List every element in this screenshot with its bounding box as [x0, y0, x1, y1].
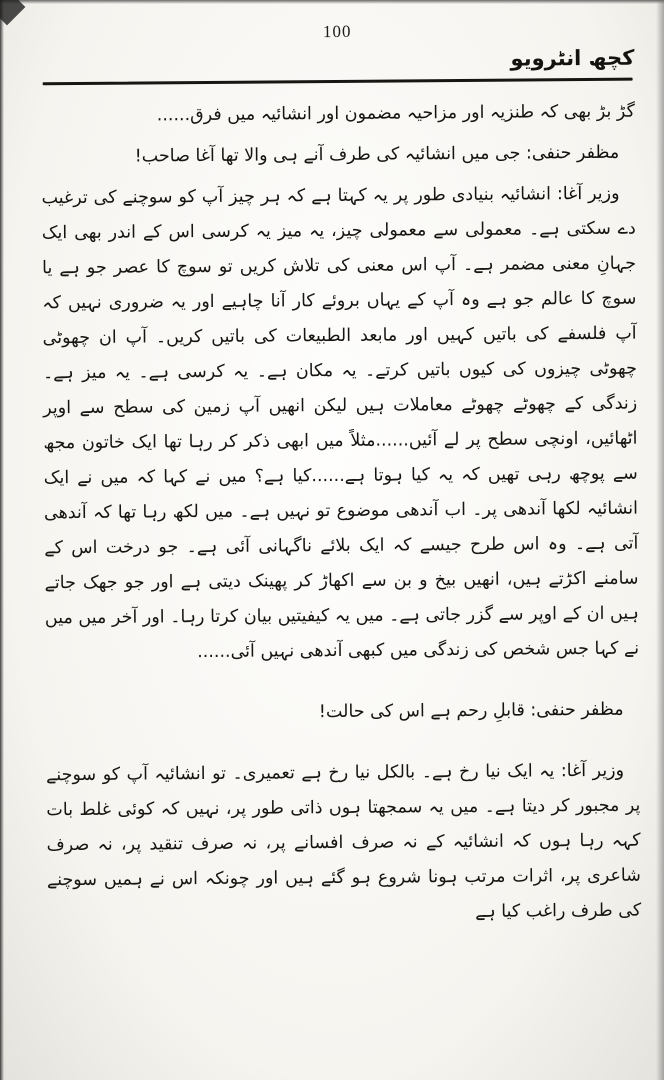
speaker-name: وزیر آغا: [560, 760, 625, 782]
continuation-line: گڑ بڑ بھی کہ طنزیہ اور مزاحیہ مضمون اور انشائیہ میں فرق...... [156, 101, 635, 126]
dialog-text: قابلِ رحم ہے اس کی حالت! [318, 700, 525, 723]
scan-edge-right [656, 0, 664, 1080]
dialog-paragraph [45, 693, 639, 733]
page-number: 100 [322, 21, 352, 42]
speaker-name: وزیر آغا: [556, 183, 620, 205]
scan-edge-left [0, 0, 4, 1080]
header-rule [43, 78, 633, 86]
speaker-name: مظفر حنفی: [525, 142, 620, 164]
dialog-paragraph [41, 177, 639, 672]
chapter-header-title: کچھ انٹرویو [510, 45, 635, 71]
dialog-text: جی میں انشائیہ کی طرف آنے ہی والا تھا آغا صاحب! [134, 143, 521, 167]
dialog-paragraph [41, 136, 635, 176]
speaker-name: مظفر حنفی: [530, 699, 624, 721]
dialog-text: انشائیہ بنیادی طور پر یہ کہتا ہے کہ ہر چیز آپ کو سوچنے کی ترغیب دے سکتی ہے۔ معمولی سے معمولی چیز، یہ میز یہ کرسی اس کے اندر بھی ایک جہانِ معنی مضمر ہے۔ آپ اس معنی کی تلاش کریں تو سوچ کا عصر جو ہے یا سوچ کا عالم جو ہے وہ آپ کے یہاں بروئے کار آنا چاہیے اور یہ ضروری نہیں کہ آپ فلسفے کی باتیں کہیں اور مابعد الطبیعات کی باتیں کریں۔ آپ ان چھوٹی چھوٹی چیزوں کی کیوں باتیں کرتے۔ یہ مکان ہے۔ یہ کرسی ہے۔ یہ میز ہے۔ زندگی کے چھوٹے چھوٹے معاملات ہیں لیکن انھیں آپ زمین کی سطح سے اوپر اٹھائیں، اونچی سطح پر لے آئیں......مثلاً میں ابھی ذکر کر رہا تھا ایک خاتون مجھ سے پوچھ رہی تھیں کہ یہ کیا ہوتا ہے......کیا ہے؟ میں نے کہا کہ میں نے ایک انشائیہ لکھا آندھی پر۔ اب آندھی موضوع تو نہیں ہے۔ میں لکھ رہا تھا کہ آندھی آتی ہے۔ وہ اس طرح جیسے کہ ایک بلائے ناگہانی آئی ہے۔ جو درخت اس کے سامنے اکڑتے ہیں، انھیں بیخ و بن سے اکھاڑ کر پھینک دیتی ہے اور جو جھک جاتے ہیں ان کے اوپر سے گزر جاتی ہے۔ میں یہ کیفیتیں بیان کرتا رہا۔ اور آخر میں میں نے کہا جس شخص کی زندگی میں کبھی آندھی نہیں آئی...... [41, 184, 640, 663]
body-text [41, 95, 642, 934]
scan-edge-top [0, 0, 664, 4]
dialog-paragraph [46, 754, 641, 934]
dialog-text: یہ ایک نیا رخ ہے۔ بالکل نیا رخ ہے تعمیری۔ تو انشائیہ آپ کو سوچنے پر مجبور کر دیتا ہے۔ میں یہ سمجھتا ہوں ذاتی طور پر، نہیں کہ کوئی غلط بات کہہ رہا ہوں کہ انشائیہ کے نہ صرف افسانے پر، نہ صرف تنقید پر، نہ صرف شاعری پر، اثرات مرتب ہونا شروع ہو گئے ہیں اور چونکہ اس نے ہمیں سوچنے کی طرف راغب کیا ہے [46, 761, 642, 922]
